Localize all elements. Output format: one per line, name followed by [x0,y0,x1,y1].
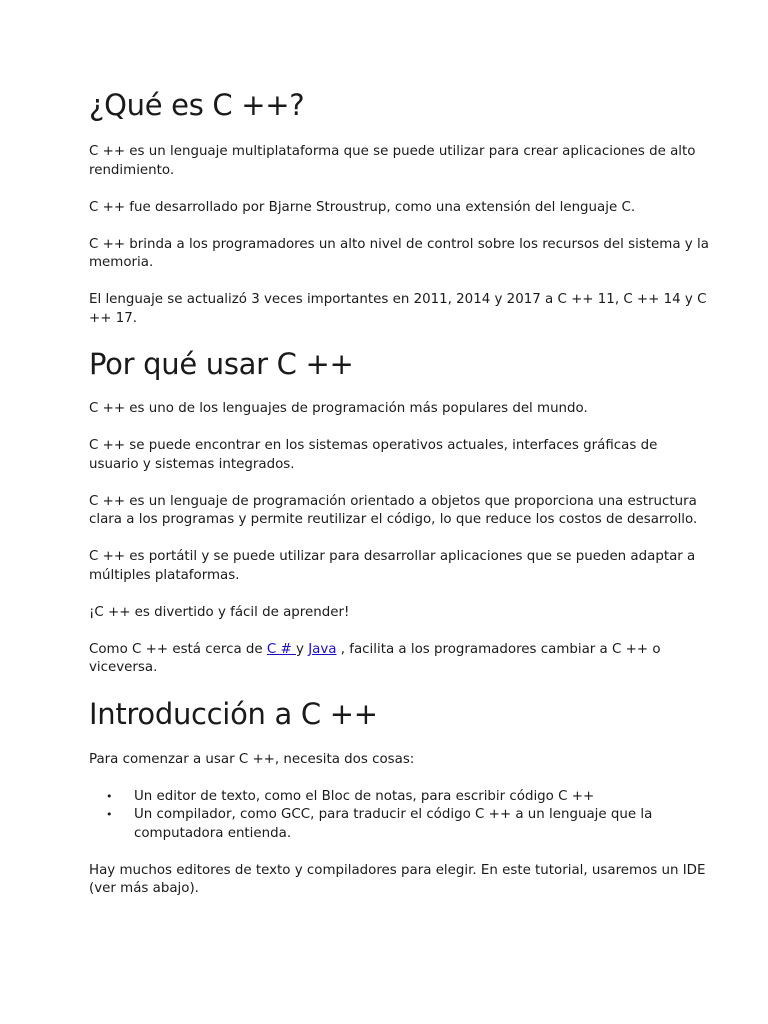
bullet-icon: • [106,808,113,821]
paragraph: C ++ es un lenguaje de programación orientado a objetos que proporciona una estructura clara a los programas y permite reutilizar el código, lo que reduce los costos de desarrollo. [89,493,698,527]
paragraph: Para comenzar a usar C ++, necesita dos cosas: [89,751,415,767]
bullet-icon: • [106,789,113,803]
requirements-list [89,788,709,844]
paragraph: ¡C ++ es divertido y fácil de aprender! [89,604,350,620]
link-paragraph-after: , facilita a los programadores cambiar a C ++ o viceversa. [89,641,661,675]
paragraph: C ++ es un lenguaje multiplataforma que se puede utilizar para crear aplicaciones de alto rendimiento. [89,144,696,178]
java-link[interactable]: Java [308,641,337,657]
section-title-por-que-usar: Por qué usar C ++ [89,347,354,381]
section-title-introduccion: Introducción a C ++ [89,696,378,731]
paragraph: C ++ es uno de los lenguajes de programación más populares del mundo. [89,401,588,416]
paragraph-with-links [89,641,709,678]
link-paragraph-between: y [296,641,309,657]
list-item-text: Un editor de texto, como el Bloc de notas, para escribir código C ++ [134,788,595,804]
list-item [106,788,709,807]
document-page [89,86,709,899]
list-item-text: Un compilador, como GCC, para traducir el código C ++ a un lenguaje que la computadora entienda. [134,807,653,841]
list-item [106,806,709,843]
paragraph: C ++ es portátil y se puede utilizar para desarrollar aplicaciones que se pueden adaptar a múltiples plataformas. [89,549,696,583]
paragraph: El lenguaje se actualizó 3 veces importantes en 2011, 2014 y 2017 a C ++ 11, C ++ 14 y C ++ 17. [89,292,707,326]
paragraph: C ++ se puede encontrar en los sistemas operativos actuales, interfaces gráficas de usuario y sistemas integrados. [89,438,658,472]
paragraph: C ++ fue desarrollado por Bjarne Stroustrup, como una extensión del lenguaje C. [89,199,636,215]
csharp-link[interactable]: C # [266,641,296,657]
paragraph: Hay muchos editores de texto y compiladores para elegir. En este tutorial, usaremos un IDE (ver más abajo). [89,862,706,896]
section-title-que-es: ¿Qué es C ++? [89,88,305,122]
link-paragraph-before: Como C ++ está cerca de [89,641,267,657]
paragraph: C ++ brinda a los programadores un alto nivel de control sobre los recursos del sistema y la memoria. [89,236,709,270]
